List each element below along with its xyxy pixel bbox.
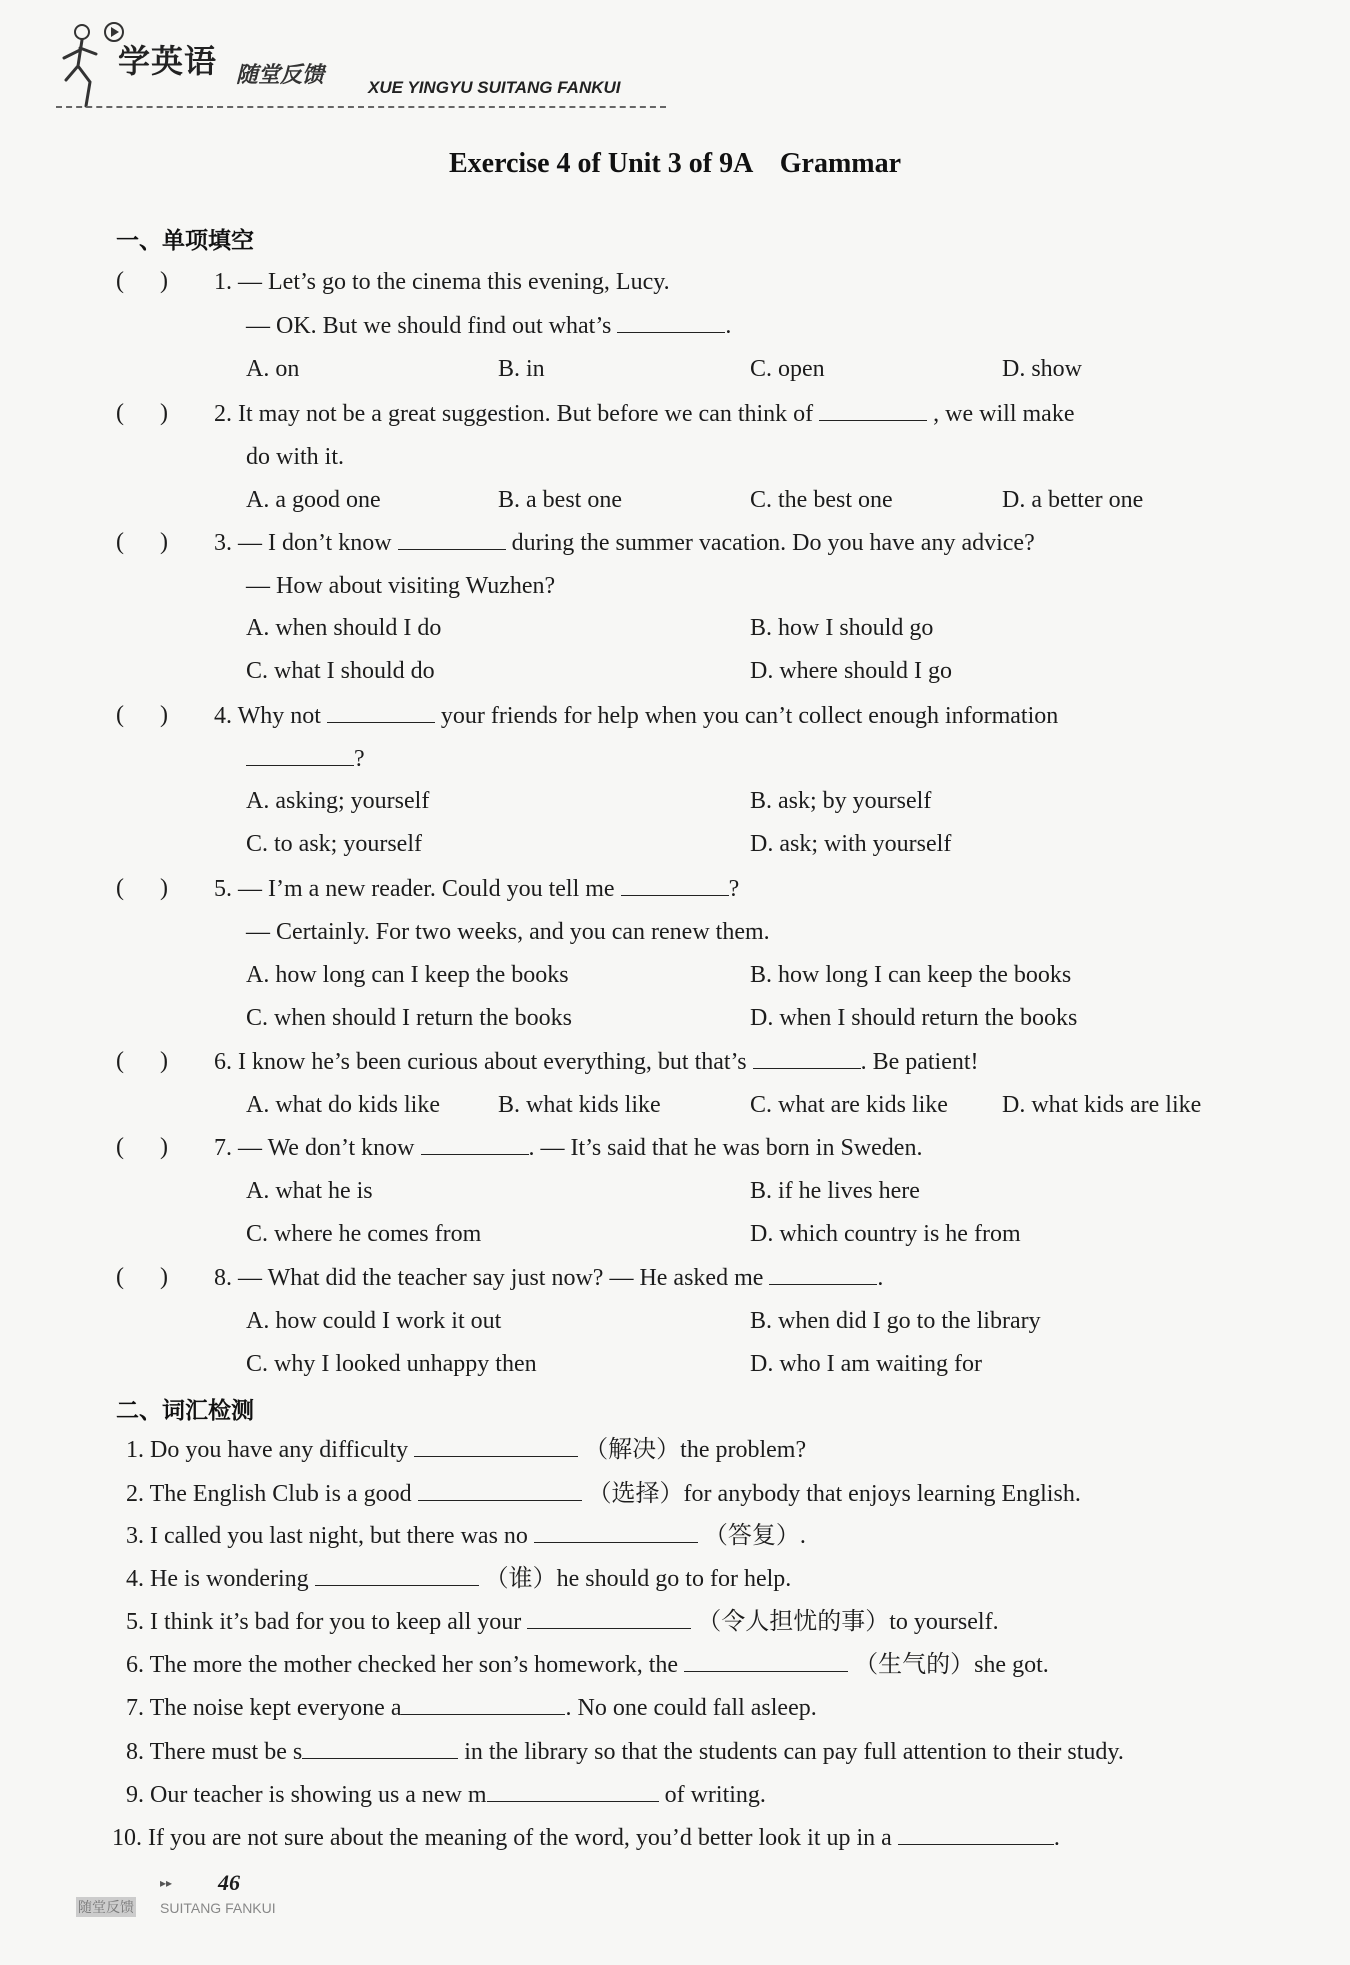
option-b[interactable]: B. how I should go (750, 615, 934, 641)
option-c[interactable]: C. to ask; yourself (246, 831, 422, 857)
answer-blank[interactable] (898, 1826, 1054, 1845)
option-a[interactable]: A. asking; yourself (246, 788, 430, 814)
option-d[interactable]: D. ask; with yourself (750, 831, 952, 857)
option-a[interactable]: A. what do kids like (246, 1092, 440, 1118)
question-text: 6. I know he’s been curious about everything, but that’s . Be patient! (214, 1049, 979, 1075)
answer-blank[interactable] (527, 1610, 691, 1629)
option-a[interactable]: A. when should I do (246, 615, 442, 641)
section2-heading: 二、词汇检测 (116, 1398, 254, 1424)
question-text: — How about visiting Wuzhen? (246, 573, 556, 599)
answer-blank[interactable] (753, 1050, 861, 1069)
answer-bracket[interactable]: ( ) (116, 400, 168, 426)
answer-bracket[interactable]: ( ) (116, 702, 168, 728)
question-text: 5. — I’m a new reader. Could you tell me ? (214, 876, 740, 902)
answer-blank[interactable] (418, 1482, 582, 1501)
vocab-item: 9. Our teacher is showing us a new m of writing. (126, 1782, 766, 1808)
answer-blank[interactable] (684, 1653, 848, 1672)
answer-blank[interactable] (398, 531, 506, 550)
brand-chinese-title: 学英语 (118, 42, 218, 80)
option-a[interactable]: A. on (246, 356, 300, 382)
question-text: — Certainly. For two weeks, and you can renew them. (246, 919, 770, 945)
answer-blank[interactable] (315, 1567, 479, 1586)
vocab-item: 6. The more the mother checked her son’s homework, the （生气的）she got. (126, 1652, 1049, 1678)
question-text: 4. Why not your friends for help when you can’t collect enough information (214, 703, 1059, 729)
answer-blank[interactable] (819, 402, 927, 421)
option-c[interactable]: C. why I looked unhappy then (246, 1351, 537, 1377)
answer-blank[interactable] (534, 1524, 698, 1543)
vocab-item: 1. Do you have any difficulty （解决）the problem? (126, 1437, 807, 1463)
option-b[interactable]: B. when did I go to the library (750, 1308, 1041, 1334)
answer-blank[interactable] (302, 1740, 458, 1759)
vocab-item: 2. The English Club is a good （选择）for anybody that enjoys learning English. (126, 1481, 1081, 1507)
question-text: do with it. (246, 444, 345, 470)
vocab-item: 5. I think it’s bad for you to keep all your （令人担忧的事）to yourself. (126, 1609, 999, 1635)
answer-blank[interactable] (327, 704, 435, 723)
answer-blank[interactable] (414, 1438, 578, 1457)
question-text: 8. — What did the teacher say just now? — He asked me . (214, 1265, 884, 1291)
page-title: Exercise 4 of Unit 3 of 9A Grammar (448, 148, 902, 179)
option-d[interactable]: D. show (1002, 356, 1083, 382)
answer-bracket[interactable]: ( ) (116, 1134, 168, 1160)
option-c[interactable]: C. what I should do (246, 658, 435, 684)
answer-bracket[interactable]: ( ) (116, 875, 168, 901)
section1-heading: 一、单项填空 (116, 228, 254, 254)
option-c[interactable]: C. what are kids like (750, 1092, 948, 1118)
answer-blank[interactable] (769, 1266, 877, 1285)
question-text: ? (246, 747, 365, 771)
option-a[interactable]: A. how long can I keep the books (246, 962, 569, 988)
footer-brand-chinese: 随堂反馈 (76, 1897, 136, 1917)
brand-pinyin-title: XUE YINGYU SUITANG FANKUI (368, 78, 621, 97)
option-b[interactable]: B. in (498, 356, 545, 382)
question-text: 2. It may not be a great suggestion. But before we can think of , we will make (214, 401, 1075, 427)
question-text: 1. — Let’s go to the cinema this evening, Lucy. (214, 269, 670, 295)
answer-bracket[interactable]: ( ) (116, 1048, 168, 1074)
answer-blank[interactable] (246, 747, 354, 766)
option-b[interactable]: B. a best one (498, 487, 622, 513)
option-c[interactable]: C. the best one (750, 487, 893, 513)
vocab-item: 4. He is wondering （谁）he should go to for help. (126, 1566, 792, 1592)
option-b[interactable]: B. how long I can keep the books (750, 962, 1072, 988)
option-a[interactable]: A. what he is (246, 1178, 373, 1204)
question-text: 7. — We don’t know . — It’s said that he was born in Sweden. (214, 1135, 923, 1161)
page-number: 46 (218, 1870, 240, 1895)
brand-chinese-subtitle: 随堂反馈 (236, 63, 325, 88)
option-c[interactable]: C. when should I return the books (246, 1005, 572, 1031)
page-arrows-icon: ▸▸ (160, 1876, 173, 1890)
vocab-item: 10. If you are not sure about the meaning of the word, you’d better look it up in a . (112, 1825, 1060, 1851)
option-d[interactable]: D. when I should return the books (750, 1005, 1078, 1031)
vocab-item: 3. I called you last night, but there was no （答复）. (126, 1523, 806, 1549)
option-b[interactable]: B. ask; by yourself (750, 788, 932, 814)
answer-blank[interactable] (401, 1696, 565, 1715)
option-b[interactable]: B. if he lives here (750, 1178, 920, 1204)
answer-blank[interactable] (621, 877, 729, 896)
page-header (56, 14, 676, 114)
answer-blank[interactable] (421, 1136, 529, 1155)
option-c[interactable]: C. open (750, 356, 825, 382)
option-b[interactable]: B. what kids like (498, 1092, 661, 1118)
option-d[interactable]: D. which country is he from (750, 1221, 1021, 1247)
option-a[interactable]: A. how could I work it out (246, 1308, 502, 1334)
option-d[interactable]: D. a better one (1002, 487, 1144, 513)
option-d[interactable]: D. where should I go (750, 658, 952, 684)
footer-brand-pinyin: SUITANG FANKUI (160, 1900, 276, 1916)
answer-blank[interactable] (617, 314, 725, 333)
option-c[interactable]: C. where he comes from (246, 1221, 482, 1247)
runner-logo-icon (56, 18, 126, 114)
answer-bracket[interactable]: ( ) (116, 268, 168, 294)
question-text: — OK. But we should find out what’s . (246, 313, 732, 339)
answer-bracket[interactable]: ( ) (116, 529, 168, 555)
vocab-item: 7. The noise kept everyone a . No one could fall asleep. (126, 1695, 817, 1721)
vocab-item: 8. There must be s in the library so that the students can pay full attention to their study. (126, 1739, 1124, 1765)
header-divider (56, 106, 666, 108)
option-d[interactable]: D. who I am waiting for (750, 1351, 982, 1377)
option-d[interactable]: D. what kids are like (1002, 1092, 1202, 1118)
option-a[interactable]: A. a good one (246, 487, 381, 513)
answer-blank[interactable] (487, 1783, 659, 1802)
question-text: 3. — I don’t know during the summer vacation. Do you have any advice? (214, 530, 1035, 556)
answer-bracket[interactable]: ( ) (116, 1264, 168, 1290)
